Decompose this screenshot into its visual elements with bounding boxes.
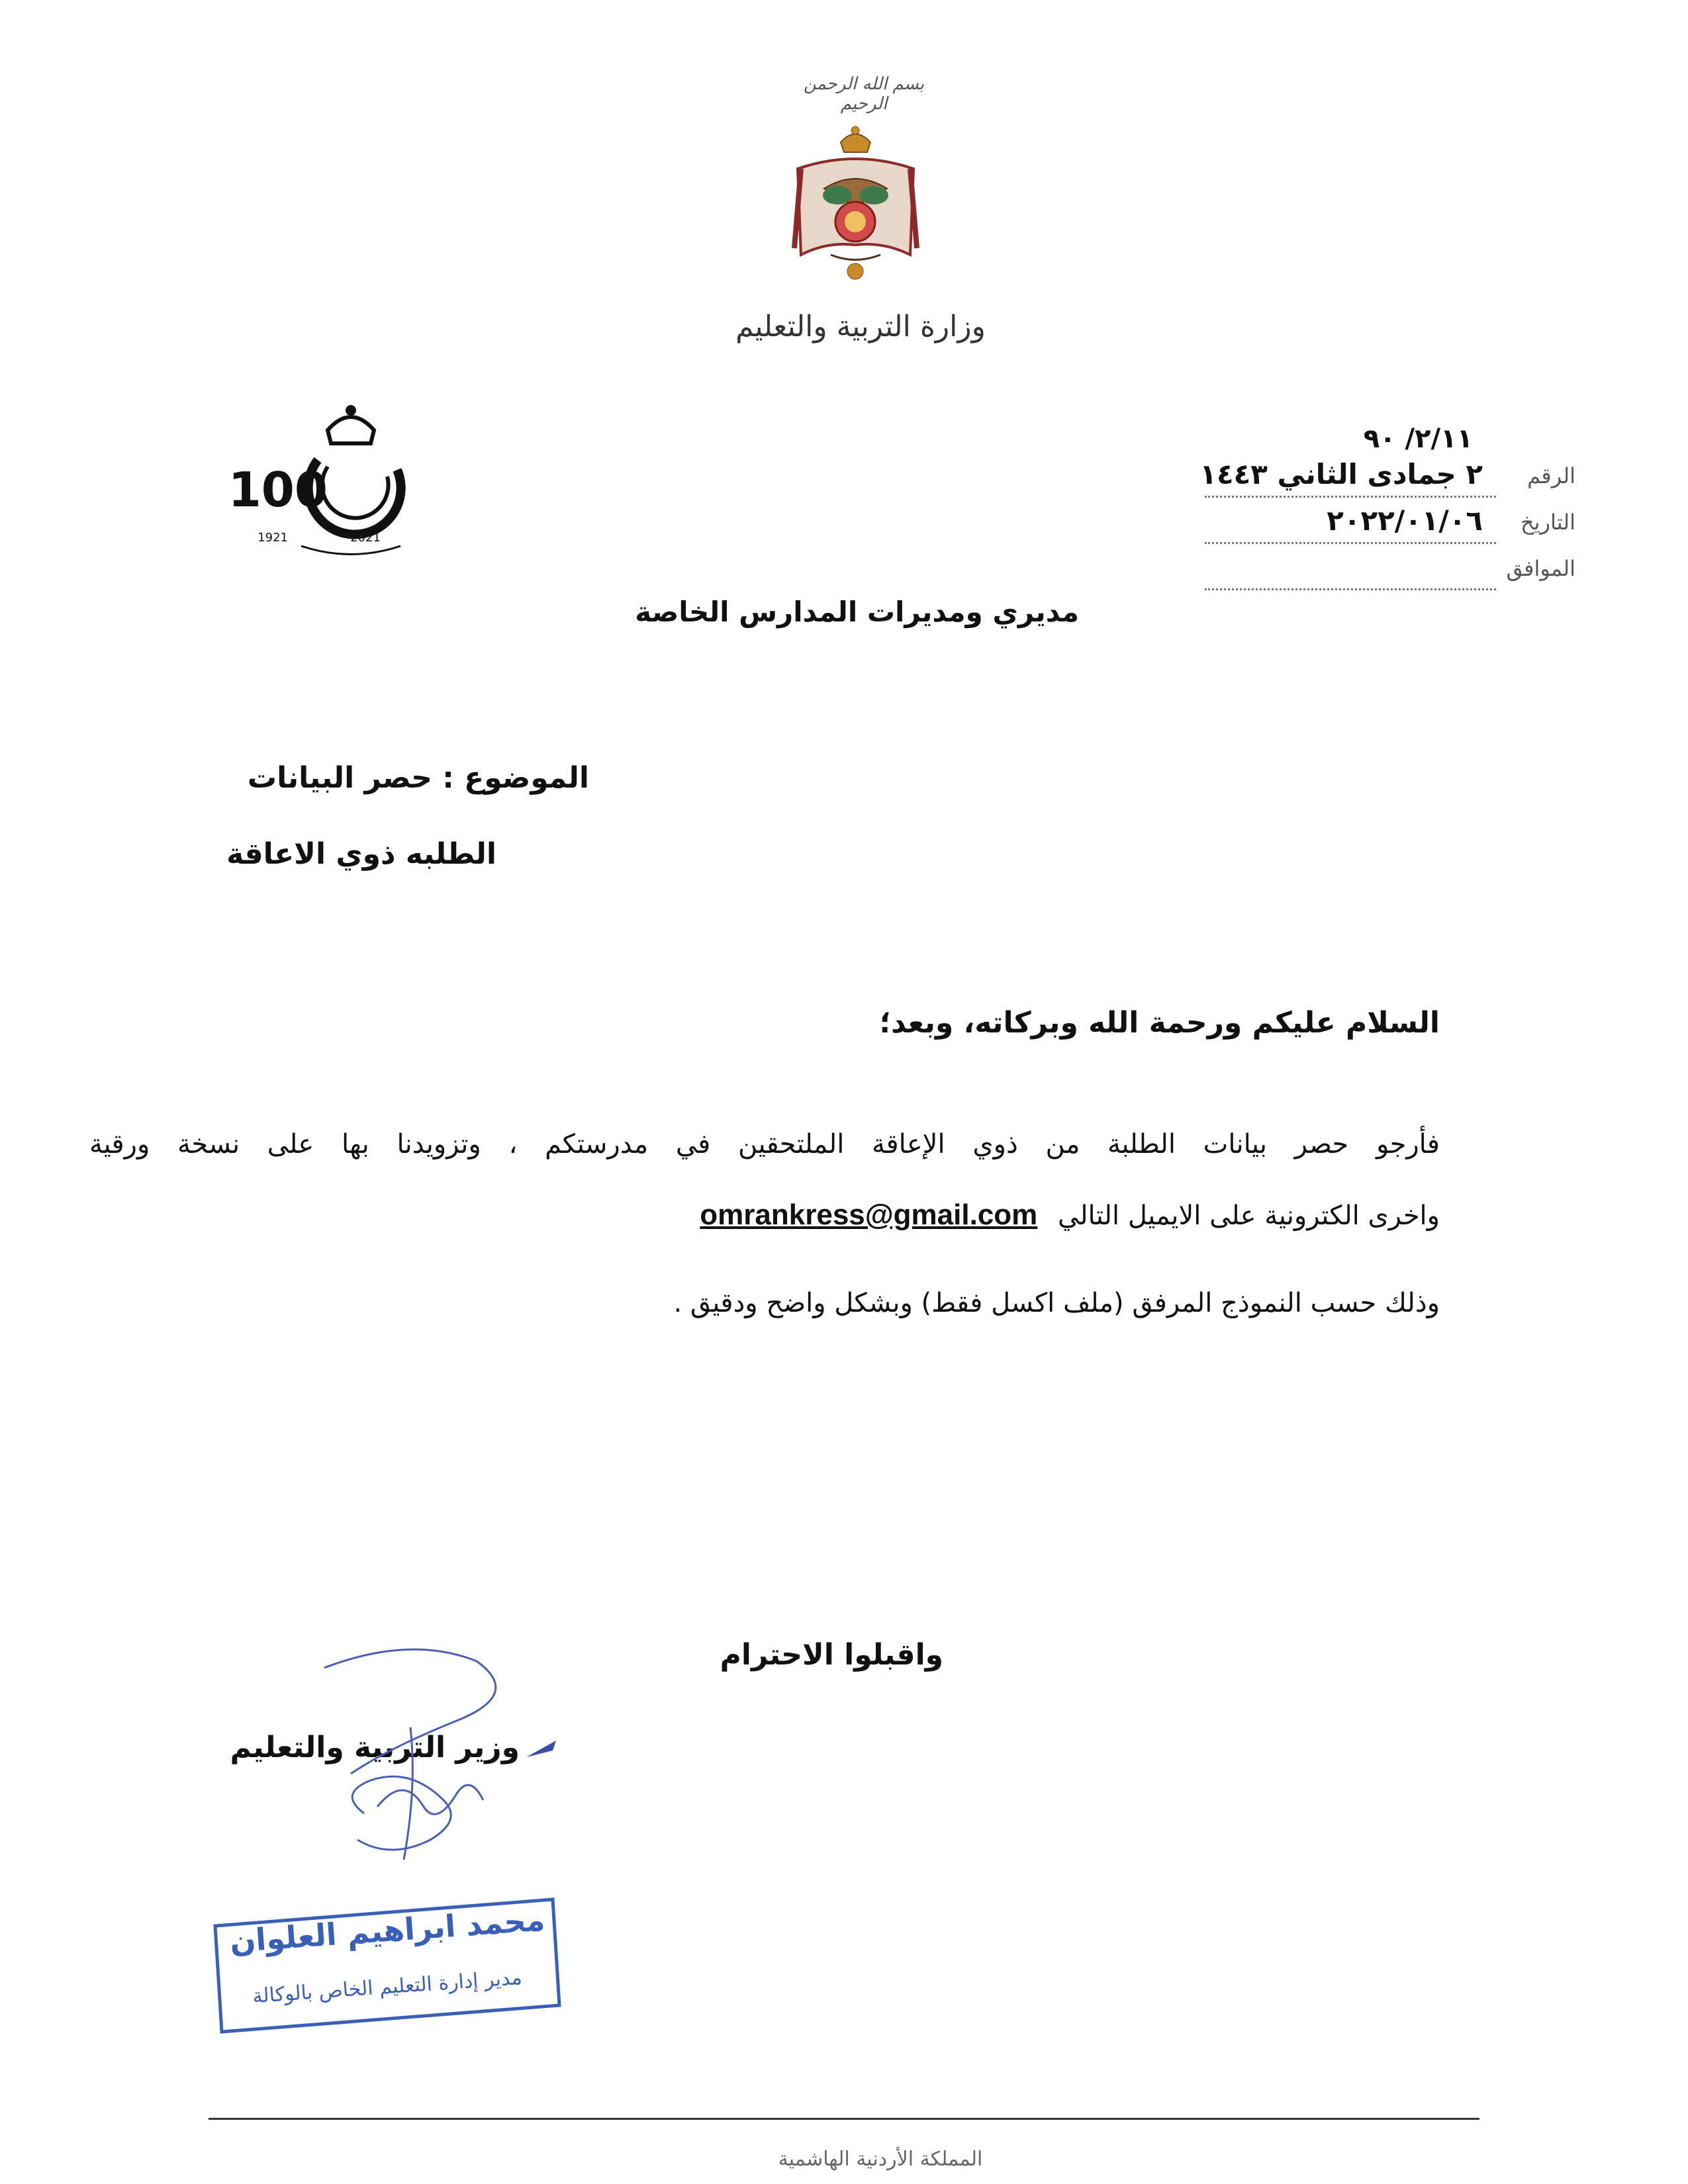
closing-line: واقبلوا الاحترام: [720, 1638, 943, 1672]
signatory-title: وزير التربية والتعليم: [230, 1731, 520, 1764]
coat-of-arms-emblem: [784, 122, 927, 295]
date-label: التاريخ: [1520, 510, 1575, 535]
footer-divider: [209, 2118, 1479, 2120]
footer-text: المملكة الأردنية الهاشمية: [778, 2148, 983, 2171]
stamp-name: محمد ابراهيم العلوان: [228, 1901, 546, 1960]
meta-row-date: [1205, 504, 1575, 548]
addressee: مديري ومديرات المدارس الخاصة: [635, 596, 1079, 628]
stamp-title: مدير إدارة التعليم الخاص بالوكالة: [252, 1966, 523, 2009]
basmala: بسم الله الرحمن الرحيم: [803, 74, 925, 114]
centennial-year-start: 1921: [258, 531, 288, 545]
meta-row-corresponding: [1205, 556, 1575, 594]
body-paragraph-2: [89, 1198, 1440, 1233]
subject-line: الموضوع : حصر البيانات: [247, 761, 589, 795]
corresponding-label: الموافق: [1506, 556, 1575, 581]
body-paragraph-1: فأرجو حصر بيانات الطلبة من ذوي الإعاقة الملتحقين في مدرستكم ، وتزويدنا بها على نسخة ورقية: [89, 1129, 1440, 1160]
reference-number: ٢/١١/ ٩٠: [1363, 424, 1473, 454]
email-address: omrankress@gmail.com: [700, 1199, 1038, 1231]
email-intro: واخرى الكترونية على الايميل التالي: [1058, 1201, 1440, 1231]
body-paragraph-3: وذلك حسب النموذج المرفق (ملف اكسل فقط) وبشكل واضح ودقيق .: [673, 1288, 1440, 1318]
meta-row-number: [1199, 458, 1575, 502]
gregorian-date: ٢٠٢٢/٠١/٠٦: [1327, 504, 1483, 537]
hijri-date: ٢ جمادى الثاني ١٤٤٣: [1199, 458, 1483, 490]
greeting: السلام عليكم ورحمة الله وبركاته، وبعد؛: [879, 1006, 1440, 1040]
handwritten-signature: [311, 1641, 530, 1880]
centennial-logo: [228, 397, 420, 566]
ministry-name: وزارة التربية والتعليم: [735, 310, 986, 343]
centennial-number: 100: [228, 462, 328, 518]
number-label: الرقم: [1527, 463, 1575, 488]
subject-detail: الطلبه ذوي الاعاقة: [226, 837, 496, 871]
centennial-year-end: 2021: [350, 531, 381, 545]
